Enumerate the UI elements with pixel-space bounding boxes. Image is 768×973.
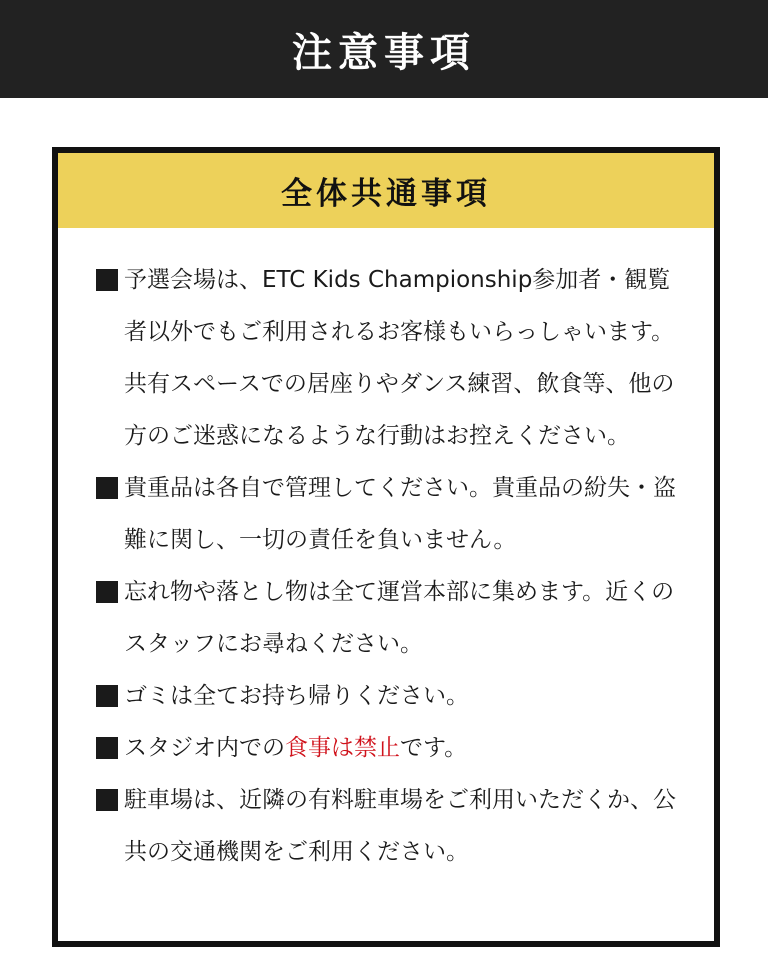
- notice-text-before: スタジオ内での: [124, 735, 285, 761]
- black-square-icon: [96, 477, 118, 499]
- black-square-icon: [96, 581, 118, 603]
- black-square-icon: [96, 685, 118, 707]
- list-item: [96, 254, 714, 462]
- food-prohibited-highlight: 食事は禁止: [285, 735, 400, 761]
- notice-box-header: [58, 153, 714, 228]
- notice-text-after: です。: [400, 735, 468, 761]
- notice-box: [52, 147, 720, 947]
- notice-list: [58, 228, 714, 878]
- notice-text: 忘れ物や落とし物は全て運営本部に集めます。近くのスタッフにお尋ねください。: [124, 579, 675, 657]
- list-item: [96, 774, 714, 878]
- list-item: [96, 566, 714, 670]
- list-item: [96, 722, 714, 774]
- list-item: [96, 462, 714, 566]
- black-square-icon: [96, 737, 118, 759]
- notice-text: 貴重品は各自で管理してください。貴重品の紛失・盗難に関し、一切の責任を負いません。: [124, 475, 676, 553]
- list-item: [96, 670, 714, 722]
- notice-text: 駐車場は、近隣の有料駐車場をご利用いただくか、公共の交通機関をご利用ください。: [124, 787, 676, 865]
- black-square-icon: [96, 269, 118, 291]
- notice-box-title: 全体共通事項: [281, 176, 491, 212]
- page-header: [0, 0, 768, 98]
- notice-text: ゴミは全てお持ち帰りください。: [124, 683, 469, 709]
- notice-text: 予選会場は、ETC Kids Championship参加者・観覧者以外でもご利用されるお客様もいらっしゃいます。共有スペースでの居座りやダンス練習、飲食等、他の方のご迷惑になるような行動はお控えください。: [124, 267, 675, 449]
- page-title: 注意事項: [292, 29, 476, 76]
- black-square-icon: [96, 789, 118, 811]
- notice-text: [124, 722, 684, 774]
